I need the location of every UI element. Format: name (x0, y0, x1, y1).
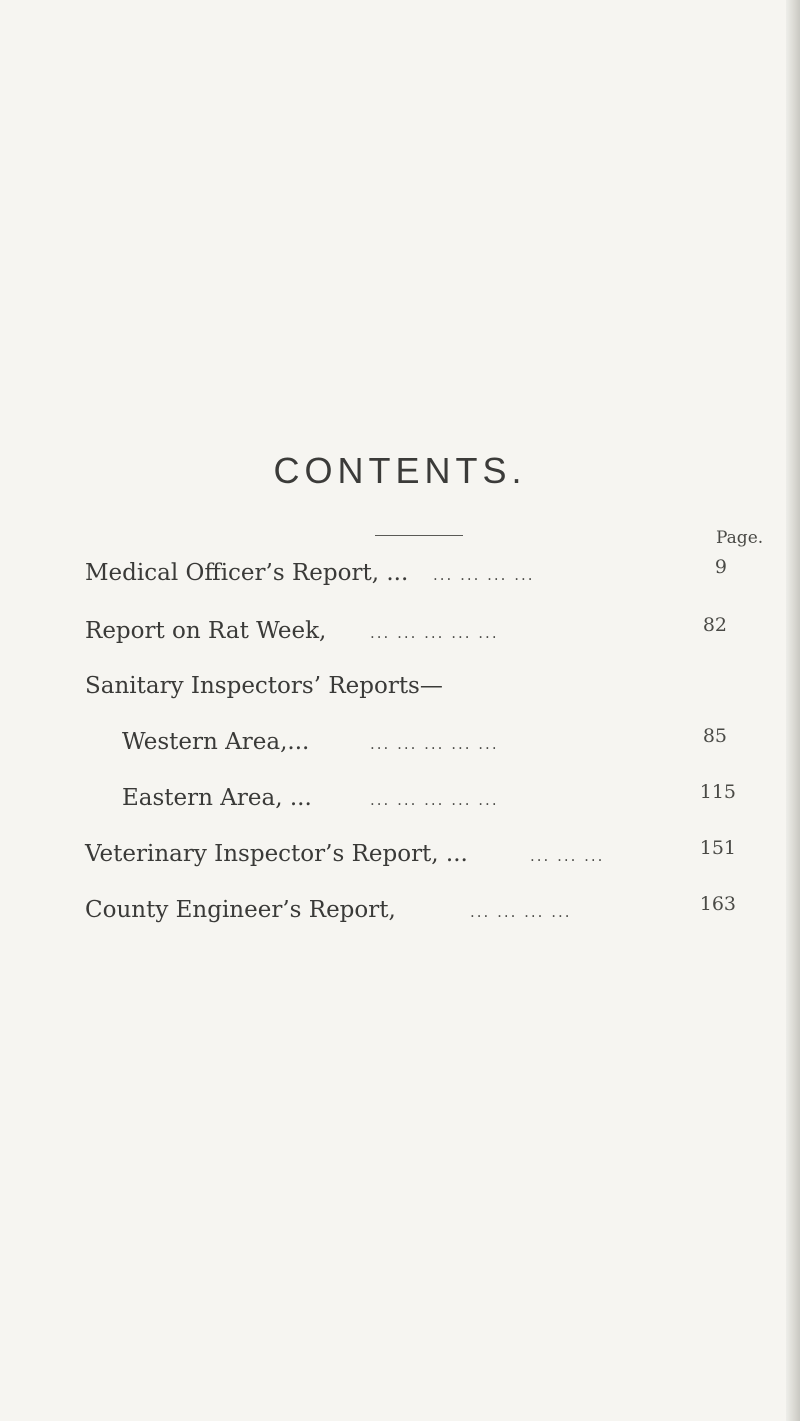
toc-entry (122, 781, 785, 825)
toc-entry-page: 82 (702, 614, 727, 636)
toc-entry (85, 556, 785, 600)
toc-entry (85, 614, 785, 658)
toc-entry-leader: ... ... ... ... ... (370, 624, 499, 642)
toc-entry-title: County Engineer’s Report, (85, 897, 396, 923)
toc-entry-page: 163 (699, 893, 736, 915)
toc-entry-title: Medical Officer’s Report, ... (85, 560, 409, 586)
toc-entry-page: 85 (702, 725, 727, 747)
toc-entry-page: 9 (714, 556, 727, 578)
toc-entry-page: 115 (699, 781, 736, 803)
toc-entry-page: 151 (699, 837, 736, 859)
toc-entry (122, 725, 785, 769)
toc-entry-title: Eastern Area, ... (122, 785, 312, 811)
page-column-label: Page. (716, 528, 764, 548)
contents-heading: CONTENTS. (273, 450, 527, 491)
toc-entry-title: Veterinary Inspector’s Report, ... (85, 841, 468, 867)
toc-entry (85, 893, 785, 937)
toc-entry-leader: ... ... ... ... ... (370, 735, 499, 753)
toc-entry (85, 673, 785, 713)
toc-entry-leader: ... ... ... ... (433, 566, 535, 584)
toc-entry-leader: ... ... ... ... (470, 903, 572, 921)
toc-entry-title: Sanitary Inspectors’ Reports— (85, 673, 443, 699)
toc-entry-leader: ... ... ... ... ... (370, 791, 499, 809)
toc-entry-leader: ... ... ... (530, 847, 605, 865)
toc-entry (85, 837, 785, 881)
toc-entry-title: Western Area,... (122, 729, 310, 755)
toc-entry-title: Report on Rat Week, (85, 618, 327, 644)
heading-rule (375, 535, 463, 536)
page-edge (786, 0, 800, 1421)
